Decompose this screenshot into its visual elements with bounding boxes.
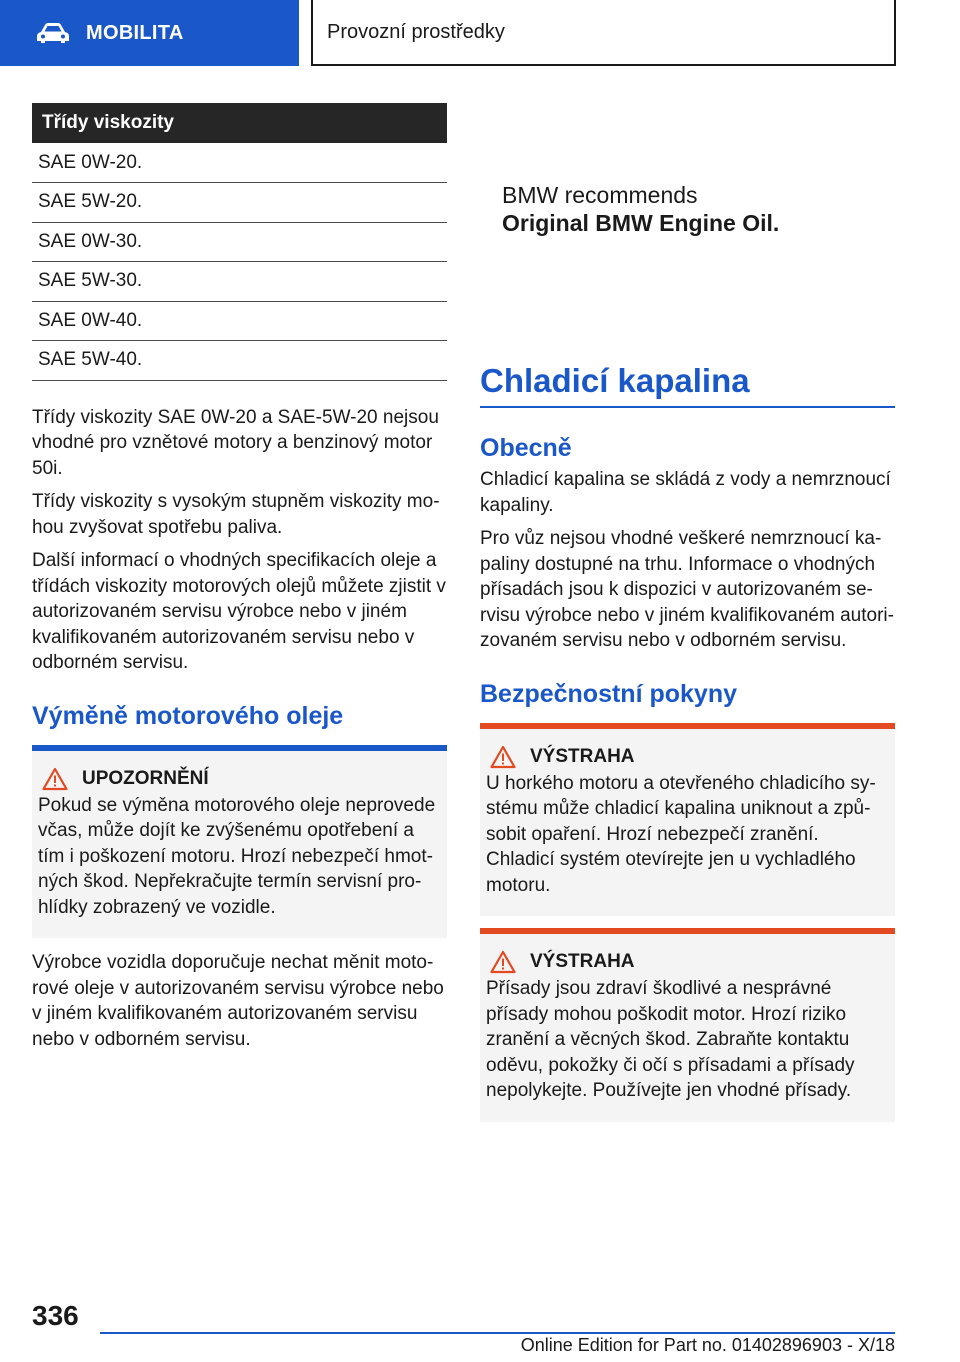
bmw-oil-logo: [502, 181, 895, 237]
warning-triangle-icon: [490, 745, 516, 769]
table-row: [32, 183, 447, 223]
paragraph: Třídy viskozity s vysokým stupněm viskozity mohou zvyšovat spotřebu paliva.: [32, 491, 440, 538]
right-column: [480, 103, 895, 1122]
section-label: MOBILITA: [86, 21, 184, 44]
viscosity-table: [32, 103, 447, 381]
warning-triangle-icon: [490, 950, 516, 974]
warning-title: VÝSTRAHA: [530, 745, 635, 767]
car-icon: [36, 22, 70, 44]
paragraph: Další informací o vhodných specifikacích oleje a třídách viskozity motorových olejů můžete zjistit v autorizovaném servisu výrobce nebo v jiném kvalifikovaném autorizovaném servisu nebo v odborném servisu.: [32, 550, 446, 673]
paragraph: Pro vůz nejsou vhodné veškeré nemrznoucí kapaliny dostupné na trhu. Informace o vhodných přísadách jsou k dispozici v autorizovaném servisu výrobce nebo v jiném kvalifikovaném autorizovaném servisu nebo v odborném servisu.: [480, 528, 894, 651]
table-cell: SAE 0W-30.: [32, 222, 447, 262]
caution-header: [42, 767, 437, 791]
chapter-title: Chladicí kapalina: [480, 362, 895, 408]
table-cell: SAE 5W-40.: [32, 341, 447, 381]
subsection-title: Bezpečnostní pokyny: [480, 679, 737, 708]
left-column: [32, 103, 447, 1052]
table-cell: SAE 5W-30.: [32, 262, 447, 302]
page-number: 336: [32, 1300, 79, 1331]
paragraph: Chladicí kapalina se skládá z vody a nemrznoucí kapaliny.: [480, 469, 891, 516]
logo-line-1: BMW recommends: [502, 182, 698, 208]
edition-note: Online Edition for Part no. 01402896903 - X/18: [520, 1335, 895, 1355]
table-header: Třídy viskozity: [32, 103, 447, 143]
caution-title: UPOZORNĚNÍ: [82, 767, 209, 789]
warning-title: VÝSTRAHA: [530, 951, 635, 972]
subsection-title: Obecně: [480, 434, 572, 462]
section-tab-mobilita[interactable]: [0, 0, 299, 66]
table-cell: SAE 5W-20.: [32, 183, 447, 223]
table-row: [32, 341, 447, 381]
table-row: [32, 222, 447, 262]
caution-text: Pokud se výměna motorového oleje neprovede včas, může dojít ke zvýšenému opotřebení a tím i poškození motoru. Hrozí nebezpečí hmotných škod. Nepřekračujte termín servisní prohlídky zobrazený ve vozidle.: [38, 794, 436, 918]
table-cell: SAE 0W-20.: [32, 143, 447, 183]
caution-box: [32, 745, 447, 939]
table-row: [32, 143, 447, 183]
table-cell: SAE 0W-40.: [32, 301, 447, 341]
chapter-label: Provozní prostředky: [327, 20, 505, 43]
table-row: [32, 301, 447, 341]
warning-triangle-icon: [42, 767, 68, 791]
warning-text: U horkého motoru a otevřeného chladicího systému může chladicí kapalina uniknout a způsobit opaření. Hrozí nebezpečí zranění. Chladicí systém otevírejte jen u vychladlého motoru.: [486, 772, 876, 896]
table-row: [32, 262, 447, 302]
warning-box: [480, 723, 895, 917]
paragraph: Výrobce vozidla doporučuje nechat měnit motorové oleje v autorizovaném servisu výrobce nebo v jiném kvalifikovaném autorizovaném servisu nebo v odborném servisu.: [32, 952, 444, 1050]
chapter-tab[interactable]: [311, 0, 896, 66]
warning-header: [490, 950, 885, 974]
paragraph: Třídy viskozity SAE 0W-20 a SAE-5W-20 nejsou vhodné pro vznětové motory a benzinový motor 50i.: [32, 406, 439, 479]
footer-divider: [100, 1332, 895, 1334]
warning-header: [490, 745, 885, 769]
warning-text: Přísady jsou zdraví škodlivé a nesprávné přísady mohou poškodit motor. Hrozí riziko zranění a věcných škod. Zabraňte kontaktu oděvu, pokožky či očí s přísadami a přísady nepolykejte. Používejte jen vhodné přísady.: [486, 978, 855, 1101]
warning-box: [480, 928, 895, 1122]
section-title: Výměně motorového oleje: [32, 701, 344, 730]
logo-line-2: Original BMW Engine Oil.: [502, 210, 780, 236]
